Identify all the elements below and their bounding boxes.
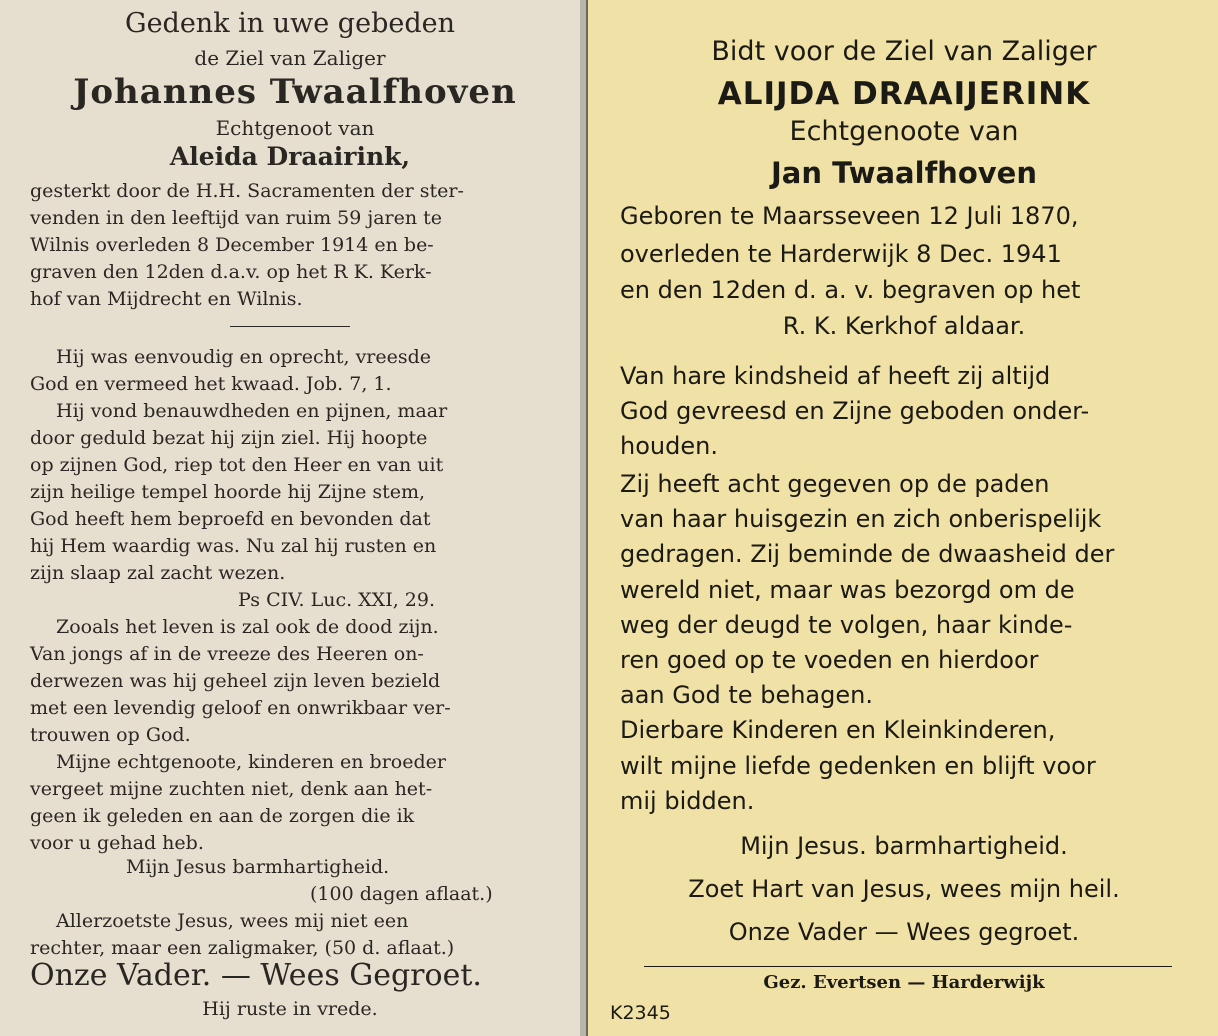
right-bio-line: R. K. Kerkhof aldaar. [782,312,1026,340]
right-text-line: mij bidden. [620,787,755,815]
right-text-line: aan God te behagen. [620,681,873,709]
right-prayer: Mijn Jesus. barmhartigheid. [740,832,1068,860]
left-bio-line: graven den 12den d.a.v. op het R K. Kerk- [30,261,432,283]
left-deceased-name: Johannes Twaalfhoven [73,72,517,112]
printer-credit: Gez. Evertsen — Harderwijk [763,972,1045,993]
left-text-line: Allerzoetste Jesus, wees mij niet een [56,910,409,932]
right-intro: Bidt voor de Ziel van Zaliger [711,36,1097,67]
right-spouse-intro: Echtgenoote van [789,116,1019,147]
right-text-line: van haar huisgezin en zich onberispelijk [620,505,1102,533]
left-text-line: zijn slaap zal zacht wezen. [30,562,286,584]
right-text-line: weg der deugd te volgen, haar kinde- [620,611,1073,639]
left-text-line: Zooals het leven is zal ook de dood zijn. [56,616,439,638]
left-spouse-intro: Echtgenoot van [215,116,375,140]
left-text-line: God en vermeed het kwaad. Job. 7, 1. [30,373,392,395]
right-bio-line: Geboren te Maarsseveen 12 Juli 1870, [620,202,1079,230]
right-text-line: gedragen. Zij beminde de dwaasheid der [620,540,1115,568]
left-text-line: Ps CIV. Luc. XXI, 29. [238,589,436,611]
left-text-line: vergeet mijne zuchten niet, denk aan het- [30,778,433,800]
left-text-line: rechter, maar een zaligmaker, (50 d. aflaat.) [30,937,455,959]
catalog-number: K2345 [610,1002,671,1024]
left-intro: Gedenk in uwe gebeden [125,8,455,39]
right-prayer: Zoet Hart van Jesus, wees mijn heil. [688,875,1120,903]
right-text-line: Dierbare Kinderen en Kleinkinderen, [620,716,1056,744]
left-text-line: geen ik geleden en aan de zorgen die ik [30,805,415,827]
left-text-line: met een levendig geloof en onwrikbaar ver- [30,697,451,719]
right-prayer: Onze Vader — Wees gegroet. [728,918,1080,946]
right-text-line: wereld niet, maar was bezorgd om de [620,576,1075,604]
left-text-line: op zijnen God, riep tot den Heer en van uit [30,454,444,476]
left-text-line: Van jongs af in de vreeze des Heeren on- [30,643,424,665]
right-text-line: ren goed op te voeden en hierdoor [620,646,1039,674]
left-bio-line: venden in den leeftijd van ruim 59 jaren te [30,207,443,229]
left-text-line: trouwen op God. [30,724,191,746]
left-text-line: God heeft hem beproefd en bevonden dat [30,508,431,530]
left-closing-prayer: Onze Vader. — Wees Gegroet. [30,958,482,993]
left-soul-line: de Ziel van Zaliger [194,46,386,70]
left-text-line: Mijn Jesus barmhartigheid. [126,856,390,878]
right-text-line: Zij heeft acht gegeven op de paden [620,470,1050,498]
left-text-line: derwezen was hij geheel zijn leven bezield [30,670,441,692]
right-text-line: God gevreesd en Zijne geboden onder- [620,397,1090,425]
left-memorial-card [0,0,580,1036]
left-divider [230,326,350,327]
right-bio-line: overleden te Harderwijk 8 Dec. 1941 [620,240,1062,268]
left-bio-line: Wilnis overleden 8 December 1914 en be- [30,234,434,256]
right-text-line: Van hare kindsheid af heeft zij altijd [620,362,1051,390]
left-bio-line: gesterkt door de H.H. Sacramenten der ster- [30,180,464,202]
right-divider [644,966,1172,967]
left-farewell: Hij ruste in vrede. [202,998,378,1020]
left-text-line: hij Hem waardig was. Nu zal hij rusten en [30,535,437,557]
left-text-line: zijn heilige tempel hoorde hij Zijne stem, [30,481,426,503]
right-memorial-card [586,0,1218,1036]
left-spouse-name: Aleida Draairink, [169,142,411,171]
left-text-line: Hij was eenvoudig en oprecht, vreesde [56,346,432,368]
right-text-line: houden. [620,432,718,460]
left-text-line: door geduld bezat hij zijn ziel. Hij hoopte [30,427,428,449]
right-bio-line: en den 12den d. a. v. begraven op het [620,276,1081,304]
left-bio-line: hof van Mijdrecht en Wilnis. [30,288,303,310]
right-spouse-name: Jan Twaalfhoven [771,156,1037,190]
left-text-line: (100 dagen aflaat.) [310,883,493,905]
left-text-line: Hij vond benauwdheden en pijnen, maar [56,400,448,422]
right-text-line: wilt mijne liefde gedenken en blijft voor [620,752,1096,780]
left-text-line: Mijne echtgenoote, kinderen en broeder [56,751,446,773]
left-text-line: voor u gehad heb. [30,832,204,854]
right-deceased-name: ALIJDA DRAAIJERINK [717,76,1091,112]
